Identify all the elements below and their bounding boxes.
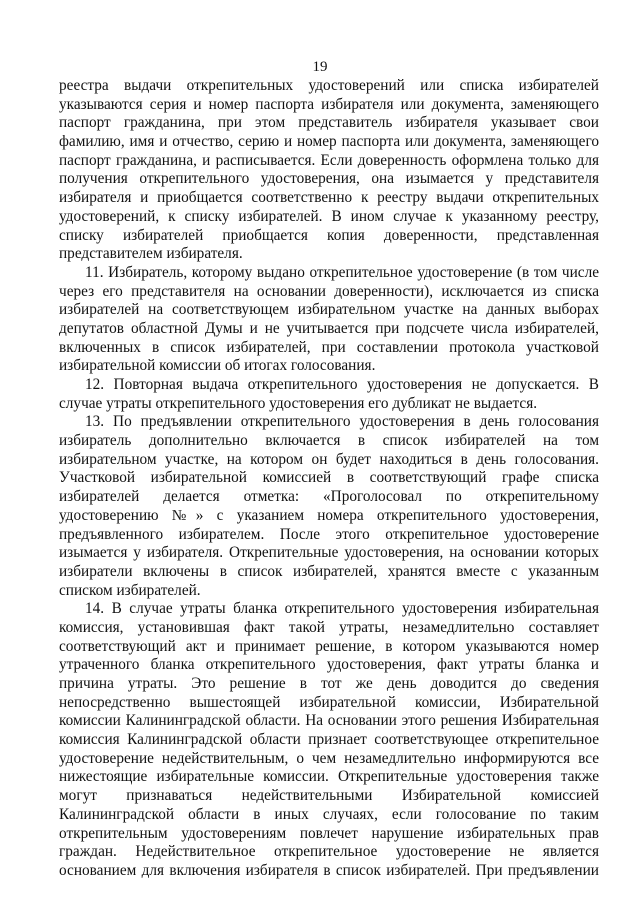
text-line: Калининградской области в иных случаях, если голосование по таким: [59, 805, 599, 823]
text-line: избирательной комиссии об итогах голосования.: [59, 357, 376, 375]
text-line: паспорт гражданина, и расписывается. Если доверенность оформлена только для: [59, 151, 599, 169]
text-line: фамилию, имя и отчество, серию и номер паспорта или документа, заменяющего: [59, 133, 599, 151]
text-line: случае утраты открепительного удостоверения его дубликат не выдается.: [59, 394, 538, 412]
text-line: утраченного бланка открепительного удостоверения, факт утраты бланка и: [59, 656, 599, 674]
text-line: избирателей делается отметка: «Проголосовал по открепительному: [59, 488, 599, 506]
text-line: через его представителя на основании доверенности), исключается из списка: [59, 282, 599, 300]
text-line: комиссия, установившая факт такой утраты, незамедлительно составляет: [59, 618, 599, 636]
text-line: нижестоящие избирательные комиссии. Открепительные удостоверения также: [59, 768, 599, 786]
text-line: изымается у избирателя. Открепительные удостоверения, на основании которых: [59, 544, 599, 562]
text-line: списку избирателей приобщается копия доверенности, представленная: [59, 226, 599, 244]
text-line: предъявленного избирателем. После этого открепительное удостоверение: [59, 525, 599, 543]
text-line: избирателя и приобщается соответственно к реестру выдачи открепительных: [59, 189, 599, 207]
text-line: 14. В случае утраты бланка открепительного удостоверения избирательная: [85, 600, 599, 618]
text-line: избирателей на соответствующем избирательном участке на данных выборах: [59, 301, 599, 319]
text-line: соответствующий акт и принимает решение, в котором указываются номер: [59, 637, 599, 655]
text-line: могут признаваться недействительными Избирательной комиссией: [59, 787, 599, 805]
text-line: открепительным удостоверениям повлечет нарушение избирательных прав: [59, 824, 599, 842]
text-line: избирательном участке, на котором он будет находиться в день голосования.: [59, 450, 599, 468]
text-line: паспорт гражданина, при этом представитель избирателя указывает свои: [59, 114, 599, 132]
text-line: представителем избирателя.: [59, 245, 243, 263]
text-line: причина утраты. Это решение в тот же день доводится до сведения: [59, 675, 599, 692]
text-line: непосредственно вышестоящей избирательной комиссии, Избирательной: [59, 693, 599, 711]
text-line: Участковой избирательной комиссией в соответствующий графе списка: [59, 469, 599, 487]
text-line: комиссия Калининградской области признает соответствующее открепительное: [59, 731, 599, 749]
text-line: основанием для включения избирателя в список избирателей. При предъявлении: [59, 861, 599, 879]
text-line: указываются серия и номер паспорта избирателя или документа, заменяющего: [59, 95, 599, 113]
text-line: реестра выдачи открепительных удостоверений или списка избирателей: [59, 77, 599, 94]
text-line: удостоверению №» с указанием номера открепительного удостоверения,: [59, 506, 599, 524]
text-line: 11. Избиратель, которому выдано открепительное удостоверение (в том числе: [85, 263, 599, 281]
text-line: граждан. Недействительное открепительное удостоверение не является: [59, 843, 599, 861]
text-line: избиратель дополнительно включается в список избирателей на том: [59, 432, 599, 450]
text-line: 12. Повторная выдача открепительного удостоверения не допускается. В: [85, 376, 599, 393]
page-number: 19: [312, 59, 328, 75]
text-line: получения открепительного удостоверения, она изымается у представителя: [59, 170, 599, 188]
text-line: депутатов областной Думы и не учитывается при подсчете числа избирателей,: [59, 319, 599, 337]
text-line: удостоверений, к списку избирателей. В ином случае к указанному реестру,: [59, 207, 599, 225]
text-line: избиратели включены в список избирателей, хранятся вместе с указанным: [59, 562, 599, 580]
text-line: комиссии Калининградской области. На основании этого решения Избирательная: [59, 712, 599, 730]
text-line: списком избирателей.: [59, 581, 201, 599]
document-body: [59, 77, 599, 881]
text-line: удостоверение недействительным, о чем незамедлительно информируются все: [59, 749, 599, 767]
text-line: включенных в список избирателей, при составлении протокола участковой: [59, 338, 599, 356]
text-line: 13. По предъявлении открепительного удостоверения в день голосования: [85, 413, 599, 431]
